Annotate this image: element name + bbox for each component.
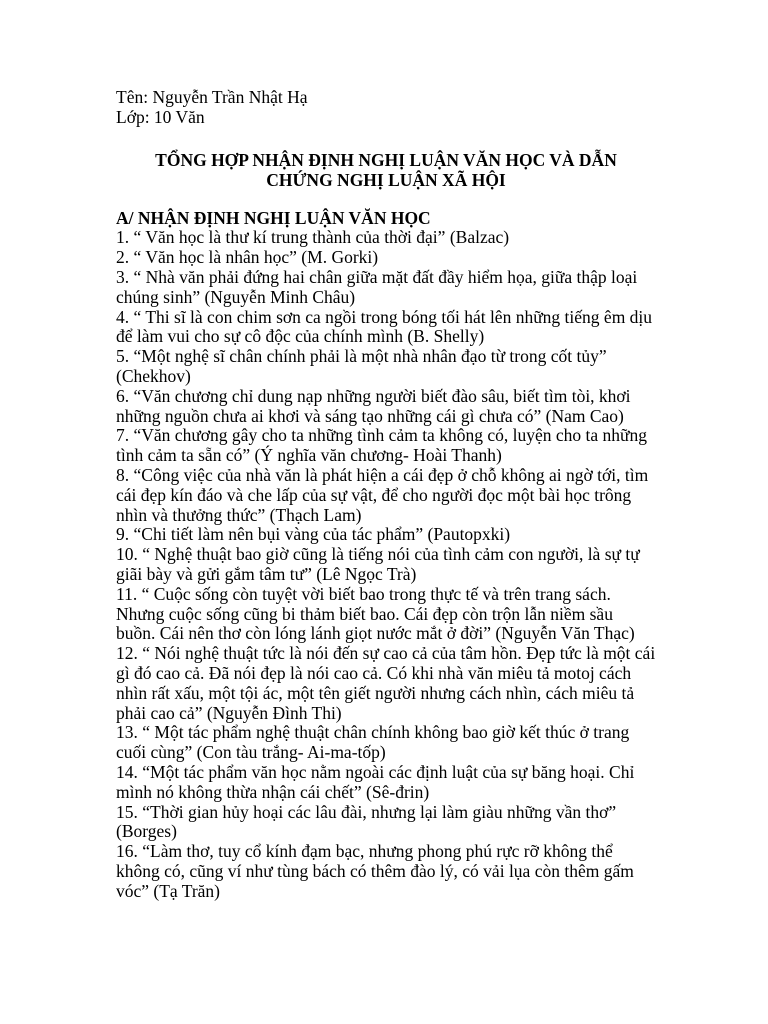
quote-item: 14. “Một tác phẩm văn học nằm ngoài các định luật của sự băng hoại. Chỉ mình nó không thừa nhận cái chết” (Sê-đrin) — [116, 761, 635, 802]
quote-item: 9. “Chi tiết làm nên bụi vàng của tác phẩm” (Pautopxki) — [116, 524, 511, 545]
document-content — [116, 88, 656, 901]
student-info — [116, 88, 656, 128]
quote-item: 10. “ Nghệ thuật bao giờ cũng là tiếng nói của tình cảm con người, là sự tự giãi bày và gửi gắm tâm tư” (Lê Ngọc Trà) — [116, 544, 640, 584]
quote-item: 13. “ Một tác phẩm nghệ thuật chân chính không bao giờ kết thúc ở trang cuối cùng” (Con tàu trắng- Ai-ma-tốp) — [116, 722, 630, 763]
quote-item: 3. “ Nhà văn phải đứng hai chân giữa mặt đất đầy hiểm họa, giữa thập loại chúng sinh” (Nguyễn Minh Châu) — [116, 266, 638, 307]
quote-item: 15. “Thời gian hủy hoại các lâu đài, nhưng lại làm giàu những vần thơ” (Borges) — [116, 801, 617, 842]
quote-item: 2. “ Văn học là nhân học” (M. Gorki) — [116, 247, 379, 268]
quote-item: 11. “ Cuộc sống còn tuyệt vời biết bao trong thực tế và trên trang sách. Nhưng cuộc sống cũng bi thảm biết bao. Cái đẹp còn trộn lẫn niềm sầu buồn. Cái nên thơ còn lóng lánh giọt nước mắt ở đời” (Nguyễn Văn Thạc) — [116, 583, 635, 644]
quote-item: 1. “ Văn học là thư kí trung thành của thời đại” (Balzac) — [116, 227, 510, 248]
quote-item: 8. “Công việc của nhà văn là phát hiện a cái đẹp ở chỗ không ai ngờ tới, tìm cái đẹp kín đáo và che lấp của sự vật, để cho người đọc một bài học trông nhìn và thưởng thức” (Thạch Lam) — [116, 464, 649, 525]
quote-item: 4. “ Thi sĩ là con chim sơn ca ngồi trong bóng tối hát lên những tiếng êm dịu để làm vui cho sự cô độc của chính mình (B. Shelly) — [116, 306, 653, 347]
quote-item: 16. “Làm thơ, tuy cổ kính đạm bạc, nhưng phong phú rực rỡ không thể không có, cũng ví như tùng bách có thêm đào lý, có vải lụa còn thêm gấm vóc” (Tạ Trăn) — [116, 841, 634, 901]
section-a-heading: A/ NHẬN ĐỊNH NGHỊ LUẬN VĂN HỌC — [116, 207, 431, 228]
document-title: TỔNG HỢP NHẬN ĐỊNH NGHỊ LUẬN VĂN HỌC VÀ DẪN CHỨNG NGHỊ LUẬN XÃ HỘI — [155, 149, 617, 190]
quote-item: 12. “ Nói nghệ thuật tức là nói đến sự cao cả của tâm hồn. Đẹp tức là một cái gì đó cao cả. Đã nói đẹp là nói cao cả. Có khi nhà văn miêu tả motoj cách nhìn rất xấu, một tội ác, một tên giết người nhưng cách nhìn, cách miêu tả phải cao cả” (Nguyễn Đình Thi) — [116, 643, 656, 723]
student-class: Lớp: 10 Văn — [116, 106, 205, 127]
quote-item: 5. “Một nghệ sĩ chân chính phải là một nhà nhân đạo từ trong cốt tủy” (Chekhov) — [116, 346, 607, 386]
quote-item: 7. “Văn chương gây cho ta những tình cảm ta không có, luyện cho ta những tình cảm ta sẵn có” (Ý nghĩa văn chương- Hoài Thanh) — [116, 425, 647, 466]
student-name: Tên: Nguyễn Trần Nhật Hạ — [116, 87, 308, 107]
quote-list — [116, 228, 656, 901]
quote-item: 6. “Văn chương chỉ dung nạp những người biết đào sâu, biết tìm tòi, khơi những nguồn chưa ai khơi và sáng tạo những cái gì chưa có” (Nam Cao) — [116, 385, 631, 426]
